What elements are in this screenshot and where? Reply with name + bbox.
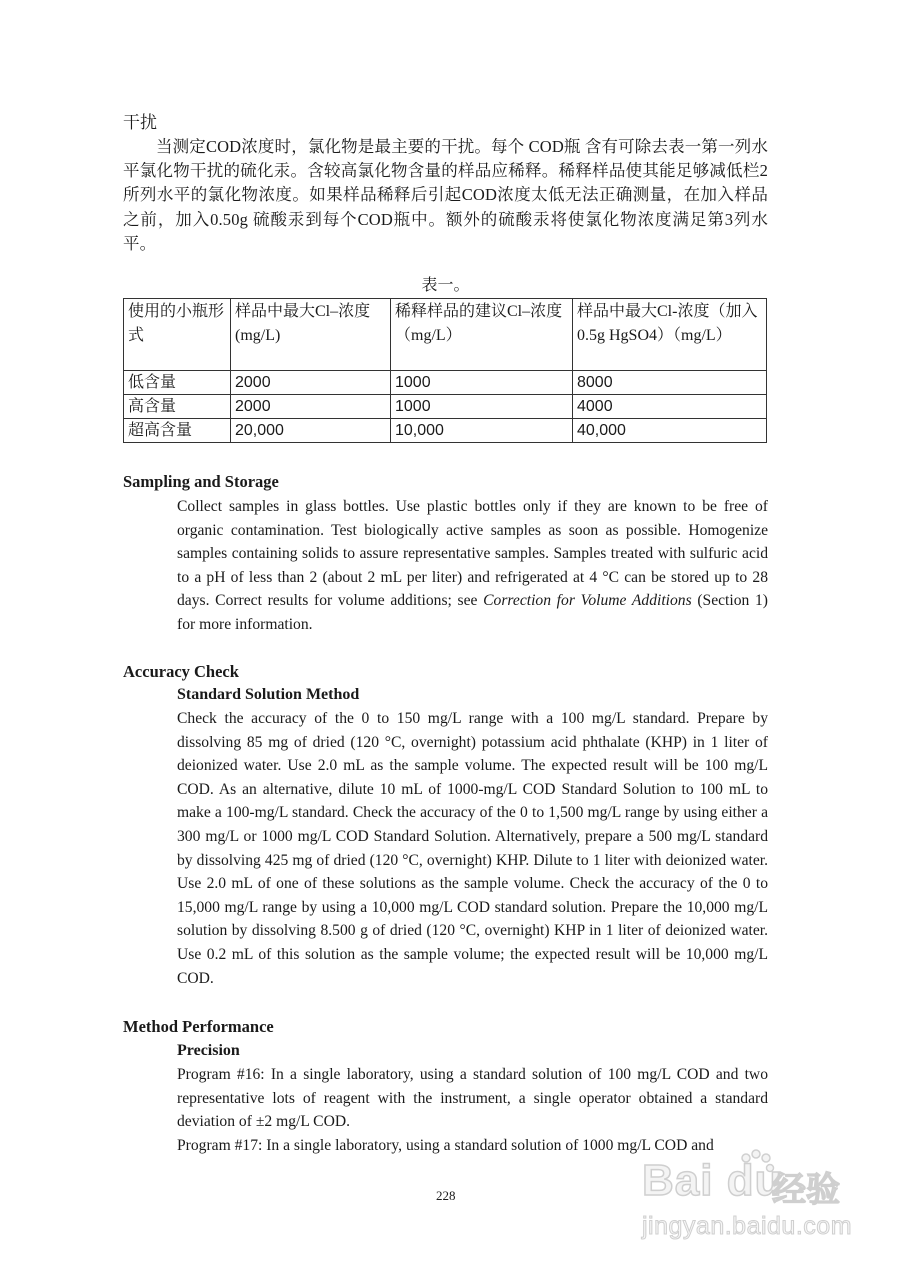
table-cell: 10,000 — [391, 419, 573, 443]
interference-heading: 干扰 — [123, 113, 157, 132]
sampling-heading: Sampling and Storage — [123, 472, 279, 491]
table-header-cell: 样品中最大Cl-浓度（加入0.5g HgSO4）（mg/L） — [573, 299, 767, 371]
watermark-url: jingyan.baidu.com — [642, 1212, 853, 1240]
sampling-text: Collect samples in glass bottles. Use plastic bottles only if they are known to be free of organic contamination. Test biologically active samples as soon as possible. Homogenize samples containing solids to assure representative samples. Samples treated with sulfuric acid to a pH of less than 2 (about 2 mL per liter) and refrigerated at 4 °C can be stored up to 28 days. Correct results for volume additions; see — [177, 498, 768, 610]
precision-subheading: Precision — [177, 1042, 240, 1059]
table-header-cell: 样品中最大Cl–浓度(mg/L) — [231, 299, 391, 371]
baidu-watermark — [640, 1148, 860, 1268]
standard-solution-subheading: Standard Solution Method — [177, 686, 360, 703]
table-header-cell: 稀释样品的建议Cl–浓度（mg/L） — [391, 299, 573, 371]
chloride-table — [123, 298, 767, 443]
precision-paragraph-17: Program #17: In a single laboratory, using a standard solution of 1000 mg/L COD and — [177, 1137, 714, 1154]
table-cell: 2000 — [231, 371, 391, 395]
accuracy-paragraph: Check the accuracy of the 0 to 150 mg/L range with a 100 mg/L standard. Prepare by dissolving 85 mg of dried (120 °C, overnight) potassium acid phthalate (KHP) in 1 liter of deionized water. Use 2.0 mL as the sample volume. The expected result will be 100 mg/L COD. As an alternative, dilute 10 mL of 1000-mg/L COD Standard Solution to 100 mL to make a 100-mg/L standard. Check the accuracy of the 0 to 1,500 mg/L range by using either a 300 mg/L or 1000 mg/L COD Standard Solution. Alternatively, prepare a 500 mg/L standard by dissolving 425 mg of dried (120 °C, overnight) KHP. Dilute to 1 liter with deionized water. Use 2.0 mL of one of these solutions as the sample volume. Check the accuracy of the 0 to 15,000 mg/L range by using a 10,000 mg/L COD standard solution. Prepare the 10,000 mg/L solution by dissolving 8.500 g of dried (120 °C, overnight) KHP in 1 liter of deionized water. Use 0.2 mL of this solution as the sample volume; the expected result will be 10,000 mg/L COD. — [177, 710, 768, 987]
table-cell: 低含量 — [124, 371, 231, 395]
watermark-logo-cn: 经验 — [772, 1171, 840, 1209]
sampling-paragraph — [177, 495, 768, 637]
sampling-text-end: (Section 1) for more information. — [177, 592, 768, 633]
table-cell: 1000 — [391, 395, 573, 419]
table-cell: 1000 — [391, 371, 573, 395]
page-number: 228 — [436, 1188, 456, 1203]
table-row — [124, 395, 767, 419]
table-header-cell: 使用的小瓶形式 — [124, 299, 231, 371]
table-cell: 4000 — [573, 395, 767, 419]
table-header-row — [124, 299, 767, 371]
precision-paragraph-16: Program #16: In a single laboratory, using a standard solution of 100 mg/L COD and two representative lots of reagent with the instrument, a single operator obtained a standard deviation of ±2 mg/L COD. — [177, 1066, 768, 1131]
table-caption: 表一。 — [421, 277, 470, 294]
table-cell: 8000 — [573, 371, 767, 395]
table-row — [124, 419, 767, 443]
table-cell: 40,000 — [573, 419, 767, 443]
interference-paragraph: 当测定COD浓度时，氯化物是最主要的干扰。每个 COD瓶 含有可除去表一第一列水平氯化物干扰的硫化汞。含较高氯化物含量的样品应稀释。稀释样品使其能足够减低栏2所列水平的氯化物浓度。如果样品稀释后引起COD浓度太低无法正确测量，在加入样品之前，加入0.50g 硫酸汞到每个COD瓶中。额外的硫酸汞将使氯化物浓度满足第3列水平。 — [123, 137, 768, 253]
performance-heading: Method Performance — [123, 1017, 274, 1036]
table-cell: 2000 — [231, 395, 391, 419]
accuracy-heading: Accuracy Check — [123, 662, 239, 681]
table-cell: 超高含量 — [124, 419, 231, 443]
table-cell: 20,000 — [231, 419, 391, 443]
table-row — [124, 371, 767, 395]
table-cell: 高含量 — [124, 395, 231, 419]
volume-additions-reference: Correction for Volume Additions — [483, 592, 692, 610]
watermark-logo: Bai du — [642, 1156, 783, 1205]
